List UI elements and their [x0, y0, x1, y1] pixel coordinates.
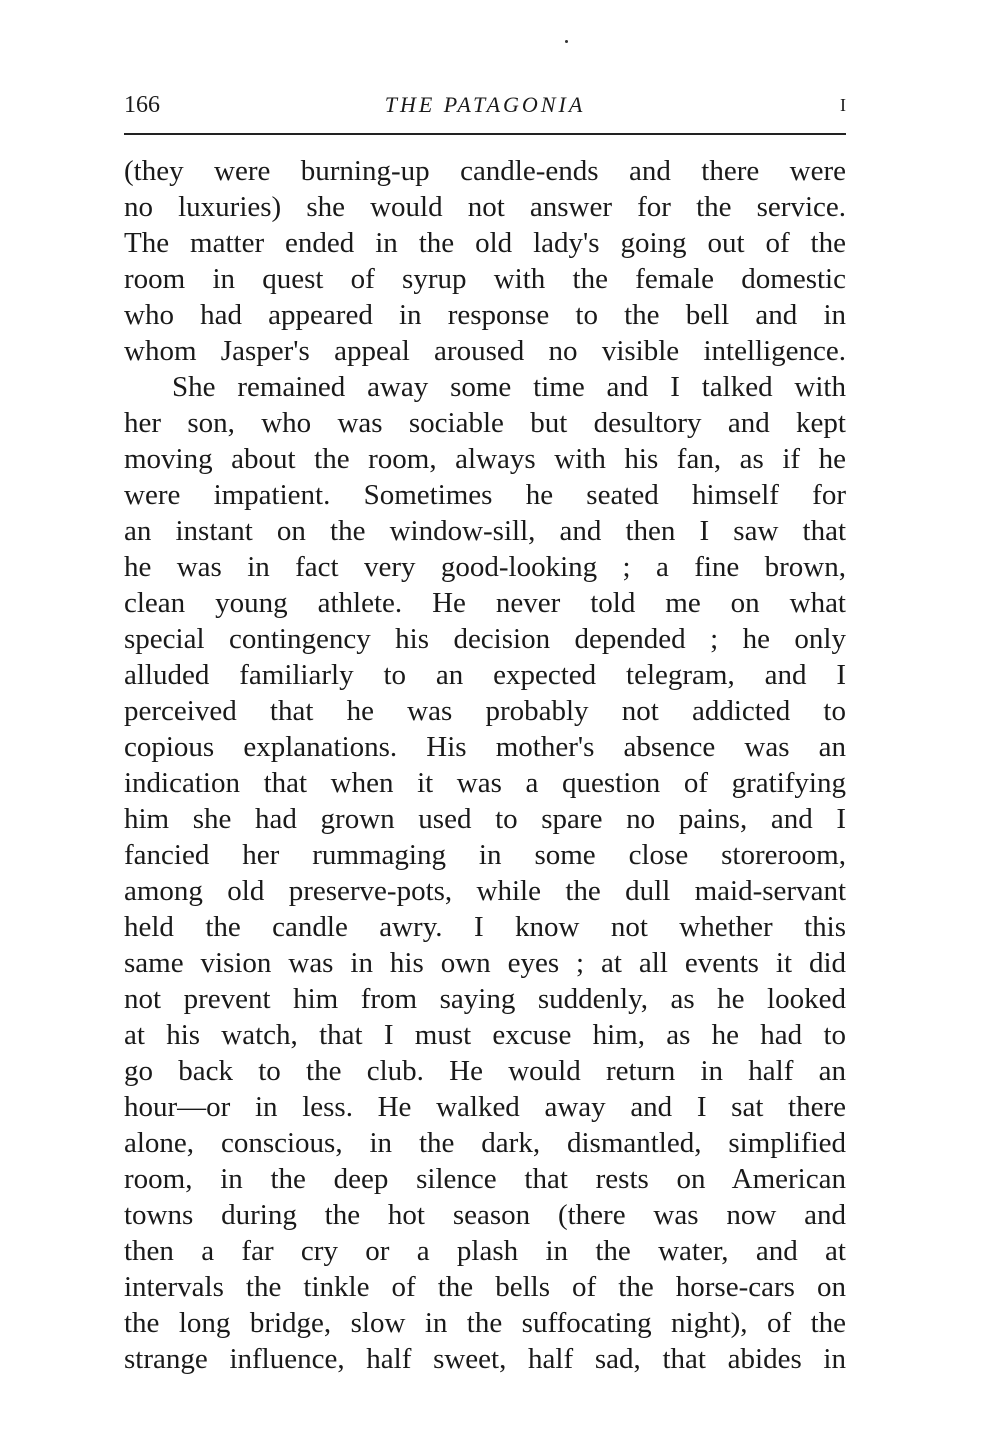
- page-number: 166: [124, 92, 160, 118]
- text-line: her son, who was sociable but desultory and kept: [124, 407, 846, 439]
- text-line: alluded familiarly to an expected telegram, and I: [124, 659, 846, 691]
- signature-mark: I: [840, 95, 846, 115]
- text-line: same vision was in his own eyes ; at all events it did: [124, 947, 846, 979]
- paragraph-first-line: She remained away some time and I talked with: [172, 371, 846, 403]
- text-line: who had appeared in response to the bell and in: [124, 299, 846, 331]
- text-line: (they were burning-up candle-ends and there were: [124, 155, 846, 187]
- text-line: towns during the hot season (there was now and: [124, 1199, 846, 1231]
- page-header: [124, 88, 846, 122]
- body-text: [124, 153, 846, 1377]
- text-line: him she had grown used to spare no pains, and I: [124, 803, 846, 835]
- text-line: then a far cry or a plash in the water, and at: [124, 1235, 846, 1267]
- text-line: indication that when it was a question of gratifying: [124, 767, 846, 799]
- text-line: copious explanations. His mother's absence was an: [124, 731, 846, 763]
- text-line: intervals the tinkle of the bells of the horse-cars on: [124, 1271, 846, 1303]
- print-speck: [565, 40, 568, 43]
- text-line: room, in the deep silence that rests on American: [124, 1163, 846, 1195]
- text-line: clean young athlete. He never told me on what: [124, 587, 846, 619]
- text-line: room in quest of syrup with the female domestic: [124, 263, 846, 295]
- header-rule: [124, 133, 846, 135]
- text-line: strange influence, half sweet, half sad, that abides in: [124, 1343, 846, 1375]
- text-line: not prevent him from saying suddenly, as he looked: [124, 983, 846, 1015]
- text-line: special contingency his decision depended ; he only: [124, 623, 846, 655]
- text-line: The matter ended in the old lady's going out of the: [124, 227, 846, 259]
- text-line: whom Jasper's appeal aroused no visible intelligence.: [124, 335, 846, 367]
- text-line: perceived that he was probably not addicted to: [124, 695, 846, 727]
- text-line: were impatient. Sometimes he seated himself for: [124, 479, 846, 511]
- text-line: held the candle awry. I know not whether this: [124, 911, 846, 943]
- text-line: fancied her rummaging in some close storeroom,: [124, 839, 846, 871]
- text-line: at his watch, that I must excuse him, as he had to: [124, 1019, 846, 1051]
- text-line: the long bridge, slow in the suffocating night), of the: [124, 1307, 846, 1339]
- running-title: THE PATAGONIA: [384, 92, 586, 117]
- text-line: hour—or in less. He walked away and I sat there: [124, 1091, 846, 1123]
- text-line: among old preserve-pots, while the dull maid-servant: [124, 875, 846, 907]
- text-line: he was in fact very good-looking ; a fine brown,: [124, 551, 846, 583]
- text-line: no luxuries) she would not answer for the service.: [124, 191, 846, 223]
- text-line: an instant on the window-sill, and then I saw that: [124, 515, 846, 547]
- text-line: alone, conscious, in the dark, dismantled, simplified: [124, 1127, 846, 1159]
- text-line: go back to the club. He would return in half an: [124, 1055, 846, 1087]
- text-line: moving about the room, always with his fan, as if he: [124, 443, 846, 475]
